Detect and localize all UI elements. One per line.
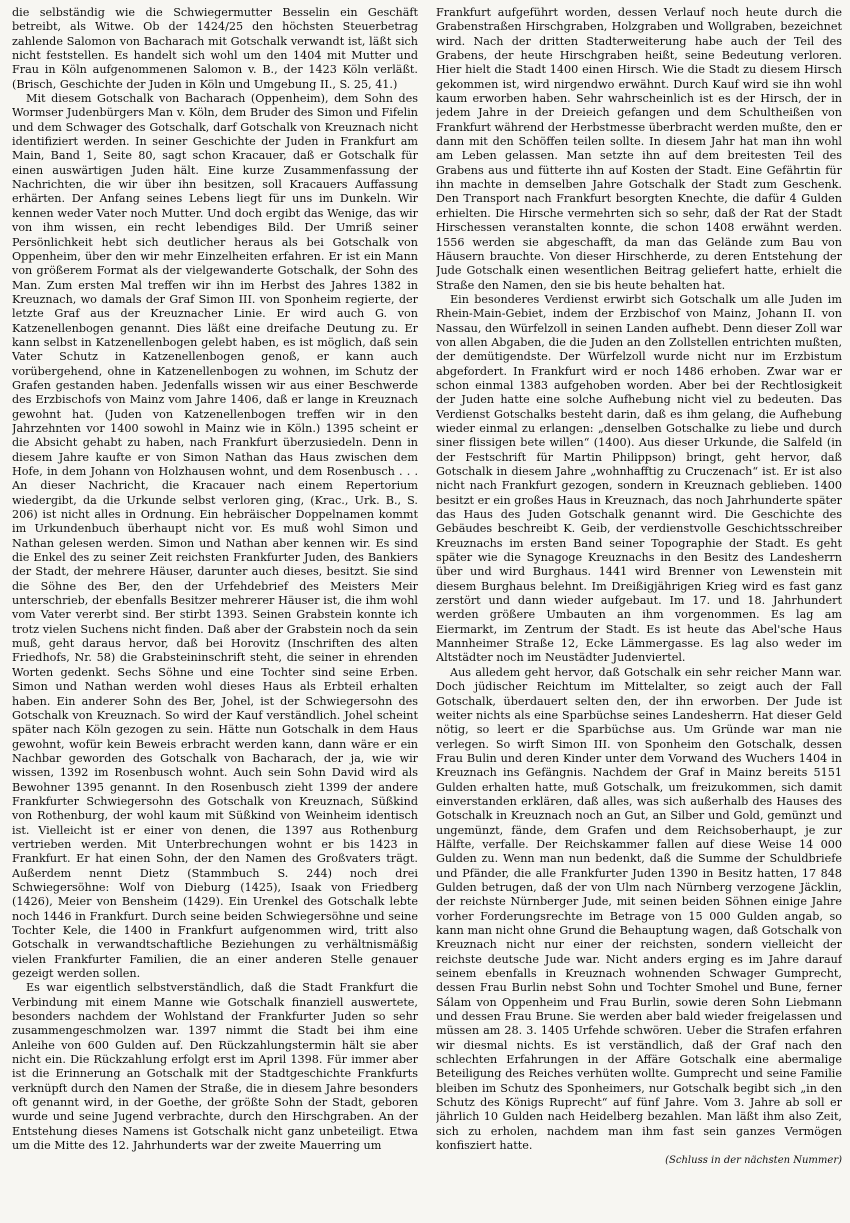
paragraph: Mit diesem Gotschalk von Bacharach (Oppenheim), dem Sohn des Wormser Judenbürgers Man v. Köln, dem Bruder des Simon und Fifelin und dem Schwager des Gotschalk, darf Gotschalk von Kreuznach nicht identifiziert werden. In seiner Geschichte der Juden in Frankfurt am Main, Band 1, Seite 80, sagt schon Kracauer, daß er Gotschalk für einen auswärtigen Juden hält. Eine kurze Zusammenfassung der Nachrichten, die wir über ihn besitzen, soll Kracauers Auffassung erhärten. Der Anfang seines Lebens liegt für uns im Dunkeln. Wir kennen weder Vater noch Mutter. Und doch ergibt das Wenige, das wir von ihm wissen, ein recht lebendiges Bild. Der Umriß seiner Persönlichkeit hebt sich deutlicher heraus als bei Gotschalk von Oppenheim, über den wir mehr Einzelheiten erfahren. Er ist ein Mann von größerem Format als der vielgewanderte Gotschalk, der Sohn des Man. Zum ersten Mal treffen wir ihn im Herbst des Jahres 1382 in Kreuznach, wo damals der Graf Simon III. von Sponheim regierte, der letzte Graf aus der Kreuznacher Linie. Er wird auch G. von Katzenellenbogen genannt. Dies läßt eine dreifache Deutung zu. Er kann selbst in Katzenellenbogen gelebt haben, es ist möglich, daß sein Vater Schutz in Katzenellenbogen genoß, er kann auch vorübergehend, ohne in Katzenellenbogen zu wohnen, im Schutz der Grafen gestanden haben. Jedenfalls wissen wir aus einer Beschwerde des Erzbischofs von Mainz vom Jahre 1406, daß er lange in Kreuznach gewohnt hat. (Juden von Katzenellenbogen treffen wir in den Jahrzehnten vor 1400 sowohl in Mainz wie in Köln.) 1395 scheint er die Absicht gehabt zu haben, nach Frankfurt überzusiedeln. Denn in diesem Jahre kaufte er von Simon Nathan das Haus zwischen dem Hofe, in dem Johann von Holzhausen wohnt, und dem Rosenbusch . . . An dieser Nachricht, die Kracauer nach einem Repertorium wiedergibt, da die Urkunde selbst verloren ging, (Krac., Urk. B., S. 206) ist nicht alles in Ordnung. Ein hebräischer Doppelnamen kommt im Urkundenbuch überhaupt nicht vor. Es muß wohl Simon und Nathan gelesen werden. Simon und Nathan aber kennen wir. Es sind die Enkel des zu seiner Zeit reichsten Frankfurter Juden, des Bankiers der Stadt, der mehrere Häuser, darunter auch dieses, besitzt. Sie sind die Söhne des Ber, den der Urfehdebrief des Meisters Meir unterschrieb, der ebenfalls Besitzer mehrerer Häuser ist, die ihm wohl vom Vater vererbt sind. Ber stirbt 1393. Seinen Grabstein konnte ich trotz vielen Suchens nicht finden. Daß aber der Grabstein noch da sein muß, geht daraus hervor, daß bei Horovitz (Inschriften des alten Friedhofs, Nr. 58) die Grabsteininschrift steht, die seiner in ehrenden Worten gedenkt. Sechs Söhne und eine Tochter sind seine Erben. Simon und Nathan werden wohl dieses Haus als Erbteil erhalten haben. Ein anderer Sohn des Ber, Johel, ist der Schwiegersohn des Gotschalk von Kreuznach. So wird der Kauf verständlich. Johel scheint später nach Köln gezogen zu sein. Hätte nun Gotschalk in dem Haus gewohnt, wofür kein Beweis erbracht werden kann, dann wäre er ein Nachbar geworden des Gotschalk von Bacharach, der ja, wie wir wissen, 1392 im Rosenbusch wohnt. Auch sein Sohn David wird als Bewohner 1395 genannt. In den Rosenbusch zieht 1399 der andere Frankfurter Schwiegersohn des Gotschalk von Kreuznach, Süßkind von Rothenburg, der wohl kaum mit Süßkind von Weinheim identisch ist. Vielleicht ist er einer von denen, die 1397 aus Rothenburg vertrieben werden. Mit Unterbrechungen wohnt er bis 1423 in Frankfurt. Er hat einen Sohn, der den Namen des Großvaters trägt. Außerdem nennt Dietz (Stammbuch S. 244) noch drei Schwiegersöhne: Wolf von Dieburg (1425), Isaak von Friedberg (1426), Meier von Bensheim (1429). Ein Urenkel des Gotschalk lebte noch 1446 in Frankfurt. Durch seine beiden Schwiegersöhne und seine Tochter Kele, die 1400 in Frankfurt aufgenommen wird, tritt also Gotschalk in verwandtschaftliche Beziehungen zu verhältnismäßig vielen Frankfurter Familien, die an einer anderen Stelle genauer gezeigt werden sollen. bbox=[12, 92, 418, 981]
paragraph: Frankfurt aufgeführt worden, dessen Verlauf noch heute durch die Grabenstraßen Hirschgraben, Holzgraben und Wollgraben, bezeichnet wird. Nach der dritten Stadterweiterung habe auch der Teil des Grabens, der heute Hirschgraben heißt, seine Bedeutung verloren. Hier hielt die Stadt 1400 einen Hirsch. Wie die Stadt zu diesem Hirsch gekommen ist, wird nirgendwo erwähnt. Durch Kauf wird sie ihn wohl kaum erworben haben. Sehr wahrscheinlich ist es der Hirsch, der in jedem Jahre in der Dreieich gefangen und dem Schultheißen von Frankfurt während der Herbstmesse überbracht werden mußte, den er dann mit den Schöffen teilen sollte. In diesem Jahr hat man ihn wohl am Leben gelassen. Man setzte ihn auf dem breitesten Teil des Grabens aus und fütterte ihn auf Kosten der Stadt. Eine Gefährtin für ihn machte in demselben Jahre Gotschalk der Stadt zum Geschenk. Den Transport nach Frankfurt besorgten Knechte, die dafür 4 Gulden erhielten. Die Hirsche vermehrten sich so sehr, daß der Rat der Stadt Hirschessen veranstalten konnte, die schon 1408 erwähnt werden. 1556 werden sie abgeschafft, da man das Gelände zum Bau von Häusern brauchte. Von dieser Hirschherde, zu deren Entstehung der Jude Gotschalk einen wesentlichen Beitrag geliefert hatte, erhielt die Straße den Namen, den sie bis heute behalten hat. bbox=[436, 6, 842, 292]
paragraph: Ein besonderes Verdienst erwirbt sich Gotschalk um alle Juden im Rhein-Main-Gebiet, indem der Erzbischof von Mainz, Johann II. von Nassau, den Würfelzoll in seinen Landen aufhebt. Denn dieser Zoll war von allen Abgaben, die die Juden an den Zollstellen entrichten mußten, der demütigendste. Der Würfelzoll wurde nicht nur im Erzbistum abgefordert. In Frankfurt wird er noch 1486 erhoben. Zwar war er schon einmal 1383 aufgehoben worden. Aber bei der Rechtlosigkeit der Juden hatte eine solche Aufhebung nicht viel zu bedeuten. Das Verdienst Gotschalks besteht darin, daß es ihm gelang, die Aufhebung wieder einmal zu erlangen: „denselben Gotschalke zu liebe und durch siner flissigen bete willen“ (1400). Aus dieser Urkunde, die Salfeld (in der Festschrift für Martin Philippson) bringt, geht hervor, daß Gotschalk in diesem Jahre „wohnhafftig zu Cruczenach“ ist. Er ist also nicht nach Frankfurt gezogen, sondern in Kreuznach geblieben. 1400 besitzt er ein großes Haus in Kreuznach, das noch Jahrhunderte später das Haus des Juden Gotschalk genannt wird. Die Geschichte des Gebäudes beschreibt K. Geib, der verdienstvolle Geschichtsschreiber Kreuznachs im ersten Band seiner Topographie der Stadt. Es geht später wie die Synagoge Kreuznachs in den Besitz des Landesherrn über und wird Burghaus. 1441 wird Brenner von Lewenstein mit diesem Burghaus belehnt. Im Dreißigjährigen Krieg wird es fast ganz zerstört und dann wieder aufgebaut. Im 17. und 18. Jahrhundert werden größere Umbauten an ihm vorgenommen. Es lag am Eiermarkt, im Zentrum der Stadt. Es ist heute das Abel'sche Haus Mannheimer Straße 12, Ecke Lämmergasse. Es lag also weder im Altstädter noch im Neustädter Judenviertel. bbox=[436, 292, 842, 665]
right-column bbox=[436, 6, 842, 1219]
paragraph: die selbständig wie die Schwiegermutter Besselin ein Geschäft betreibt, als Witwe. Ob der 1424/25 den höchsten Steuerbetrag zahlende Salomon von Bacharach mit Gotschalk verwandt ist, läßt sich nicht feststellen. Es handelt sich wohl um den 1404 mit Mutter und Frau in Köln aufgenommenen Salomon v. B., der 1423 Köln verläßt. (Brisch, Geschichte der Juden in Köln und Umgebung II., S. 25, 41.) bbox=[12, 6, 418, 91]
article-columns bbox=[12, 6, 842, 1219]
continuation-note: (Schluss in der nächsten Nummer) bbox=[665, 1154, 842, 1166]
paragraph: Aus alledem geht hervor, daß Gotschalk ein sehr reicher Mann war. Doch jüdischer Reichtum im Mittelalter, so zeigt auch der Fall Gotschalk, überdauert selten den, der ihn erworben. Der Jude ist weiter nichts als eine Sparbüchse seines Landesherrn. Hat dieser Geld nötig, so leert er die Sparbüchse aus. Um Gründe war man nie verlegen. So wirft Simon III. von Sponheim den Gotschalk, dessen Frau Bulin und deren Kinder unter dem Vorwand des Wuchers 1404 in Kreuznach ins Gefängnis. Nachdem der Graf in Mainz bereits 5151 Gulden erhalten hatte, muß Gotschalk, um freizukommen, sich damit einverstanden erklären, daß alles, was sich außerhalb des Hauses des Gotschalk in Kreuznach noch an Gut, an Silber und Gold, gemünzt und ungemünzt, fände, dem Grafen und dem Reichsoberhaupt, je zur Hälfte, verfalle. Der Reichskammer fallen auf diese Weise 14 000 Gulden zu. Wenn man nun bedenkt, daß die Summe der Schuldbriefe und Pfänder, die alle Frankfurter Juden 1390 in Besitz hatten, 17 848 Gulden betrugen, daß der von Ulm nach Nürnberg verzogene Jäcklin, der reichste Nürnberger Jude, mit seinen beiden Söhnen einige Jahre vorher Forderungsrechte im Betrage von 15 000 Gulden angab, so kann man nicht ohne Grund die Behauptung wagen, daß Gotschalk von Kreuznach nicht nur einer der reichsten, sondern vielleicht der reichste deutsche Jude war. Nicht anders erging es im Jahre darauf seinem ebenfalls in Kreuznach wohnenden Schwager Gumprecht, dessen Frau Burlin nebst Sohn und Tochter Smohel und Bune, ferner Sálam von Oppenheim und Frau Burlin, sowie deren Sohn Liebmann und dessen Frau Brune. Sie werden aber bald wieder freigelassen und müssen am 28. 3. 1405 Urfehde schwören. Ueber die Strafen erfahren wir diesmal nichts. Es ist verständlich, daß der Graf nach den schlechten Erfahrungen in der Affäre Gotschalk eine abermalige Beteiligung des Reiches verhüten wollte. Gumprecht und seine Familie bleiben im Schutz des Sponheimers, nur Gotschalk begibt sich „in den Schutz des Königs Ruprecht“ auf fünf Jahre. Vom 3. Jahre ab soll er jährlich 10 Gulden nach Heidelberg bezahlen. Man läßt ihm also Zeit, sich zu erholen, nachdem man ihm fast sein ganzes Vermögen konfisziert hatte. bbox=[436, 665, 842, 1153]
left-column bbox=[12, 6, 418, 1219]
paragraph: Es war eigentlich selbstverständlich, daß die Stadt Frankfurt die Verbindung mit einem Manne wie Gotschalk finanziell auswertete, besonders nachdem der Wohlstand der Frankfurter Juden so sehr zusammengeschmolzen war. 1397 nimmt die Stadt bei ihm eine Anleihe von 600 Gulden auf. Den Rückzahlungstermin hält sie aber nicht ein. Die Rückzahlung erfolgt erst im April 1398. Für immer aber ist die Erinnerung an Gotschalk mit der Stadtgeschichte Frankfurts verknüpft durch den Namen der Straße, die in diesem Jahre besonders oft genannt wird, in der Goethe, der größte Sohn der Stadt, geboren wurde und seine Jugend verbrachte, durch den Hirschgraben. An der Entstehung dieses Namens ist Gotschalk nicht ganz unbeteiligt. Etwa um die Mitte des 12. Jahrhunderts war der zweite Mauerring um bbox=[12, 981, 418, 1153]
